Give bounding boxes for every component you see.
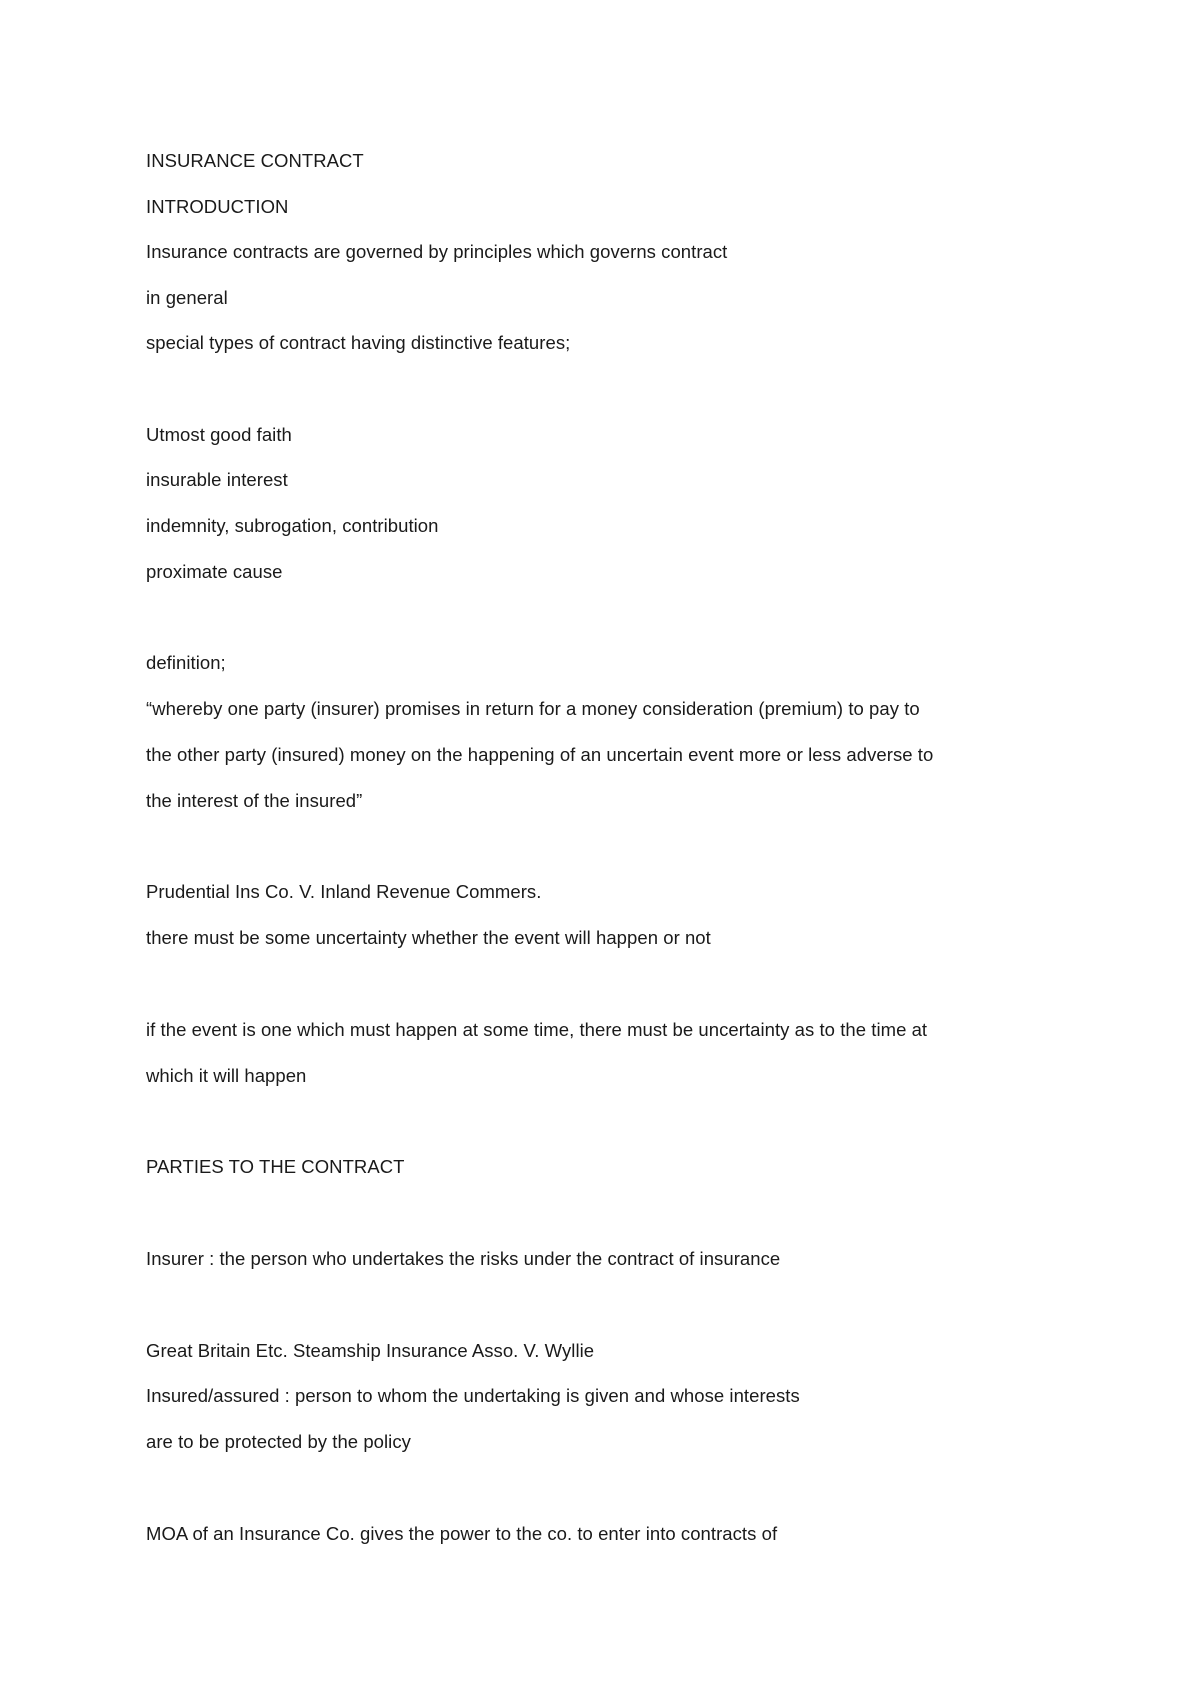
definition-line: the other party (insured) money on the happening of an uncertain event more or less adverse to	[146, 744, 934, 765]
body-line: which it will happen	[146, 1065, 307, 1086]
principle-item: Utmost good faith	[146, 424, 292, 445]
case-citation: Prudential Ins Co. V. Inland Revenue Commers.	[146, 881, 542, 902]
introduction-heading: INTRODUCTION	[146, 196, 289, 217]
parties-heading: PARTIES TO THE CONTRACT	[146, 1156, 405, 1177]
insurer-definition: Insurer : the person who undertakes the risks under the contract of insurance	[146, 1248, 781, 1269]
principle-item: proximate cause	[146, 561, 283, 582]
insured-definition: Insured/assured : person to whom the undertaking is given and whose interests	[146, 1385, 800, 1406]
case-citation: Great Britain Etc. Steamship Insurance Asso. V. Wyllie	[146, 1340, 595, 1361]
definition-line: “whereby one party (insurer) promises in return for a money consideration (premium) to pay to	[146, 698, 920, 719]
insured-definition: are to be protected by the policy	[146, 1431, 411, 1452]
definition-heading: definition;	[146, 652, 226, 673]
moa-line: MOA of an Insurance Co. gives the power to the co. to enter into contracts of	[146, 1523, 778, 1544]
principle-item: indemnity, subrogation, contribution	[146, 515, 439, 536]
principle-item: insurable interest	[146, 469, 288, 490]
intro-line: Insurance contracts are governed by principles which governs contract	[146, 241, 728, 262]
intro-line: special types of contract having distinctive features;	[146, 332, 571, 353]
body-line: if the event is one which must happen at some time, there must be uncertainty as to the time at	[146, 1019, 928, 1040]
document-title: INSURANCE CONTRACT	[146, 150, 364, 171]
intro-line: in general	[146, 287, 228, 308]
body-line: there must be some uncertainty whether the event will happen or not	[146, 927, 711, 948]
definition-line: the interest of the insured”	[146, 790, 363, 811]
